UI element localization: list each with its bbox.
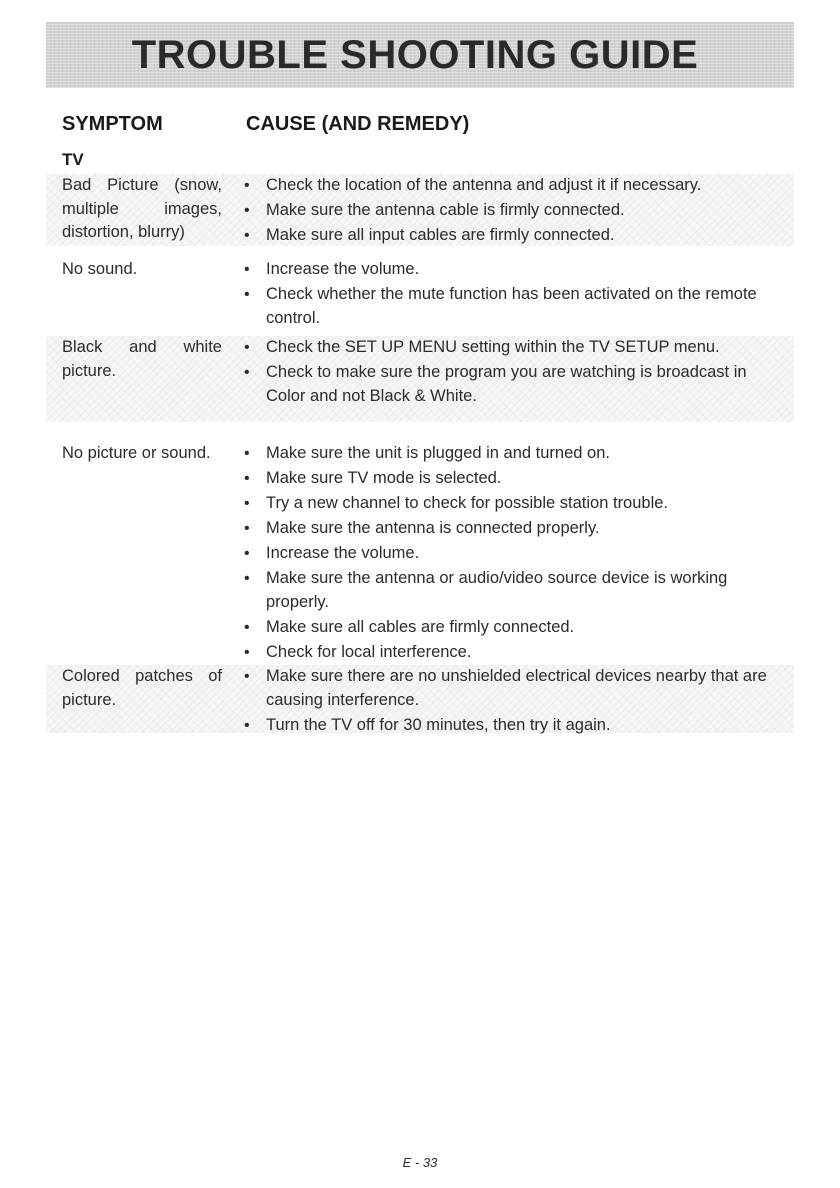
bullet-icon: • [244, 261, 250, 278]
symptom-text: Bad Picture (snow, multiple images, distortion, blurry) [62, 176, 222, 241]
cause-list [242, 258, 787, 332]
cause-item: • Make sure the antenna or audio/video source device is working properly. [244, 569, 728, 611]
cause-item: • Check to make sure the program you are watching is broadcast in Color and not Black & White. [244, 363, 747, 405]
bullet-icon: • [244, 570, 250, 587]
cause-item: • Turn the TV off for 30 minutes, then try it again. [242, 714, 787, 738]
cause-list [242, 174, 787, 249]
cause-item: • Increase the volume. [242, 258, 787, 282]
cause-item: • Make sure all input cables are firmly connected. [242, 224, 787, 248]
cause-item: • Check the SET UP MENU setting within the TV SETUP menu. [242, 336, 787, 360]
page-title: TROUBLE SHOOTING GUIDE [131, 32, 699, 77]
bullet-icon: • [244, 668, 250, 685]
section-label-tv: TV [62, 150, 84, 169]
bullet-icon: • [244, 470, 250, 487]
bullet-icon: • [244, 545, 250, 562]
cause-list [242, 442, 787, 666]
bullet-icon: • [244, 618, 250, 636]
page-number: E - 33 [402, 1155, 438, 1170]
symptom-text: Black and white picture. [62, 338, 222, 380]
symptom-text: No picture or sound. [62, 444, 211, 462]
cause-item: • Check for local interference. [242, 641, 787, 665]
cause-item: • Make sure TV mode is selected. [242, 467, 787, 491]
bullet-icon: • [244, 520, 250, 537]
cause-list [242, 665, 787, 739]
troubleshoot-row-black-white [46, 336, 794, 422]
cause-item: • Make sure the antenna is connected properly. [242, 517, 787, 541]
bullet-icon: • [244, 286, 250, 303]
cause-item: • Check the location of the antenna and adjust it if necessary. [242, 174, 787, 198]
bullet-icon: • [244, 339, 250, 356]
bullet-icon: • [244, 177, 250, 194]
symptom-text: No sound. [62, 260, 138, 278]
bullet-icon: • [244, 643, 250, 661]
cause-item: • Try a new channel to check for possible station trouble. [242, 492, 787, 516]
cause-item: • Make sure the unit is plugged in and turned on. [242, 442, 787, 466]
cause-item: • Make sure the antenna cable is firmly connected. [242, 199, 787, 223]
bullet-icon: • [244, 716, 250, 734]
bullet-icon: • [244, 364, 250, 381]
header-banner [46, 22, 794, 88]
troubleshoot-row-no-picture-sound [46, 442, 794, 661]
bullet-icon: • [244, 202, 250, 219]
symptom-column-header: SYMPTOM [62, 113, 163, 135]
cause-item: • Make sure all cables are firmly connected. [242, 616, 787, 640]
troubleshoot-row-no-sound [46, 258, 794, 328]
bullet-icon: • [244, 495, 250, 512]
bullet-icon: • [244, 445, 250, 462]
symptom-text: Colored patches of picture. [62, 667, 222, 709]
cause-item: • Increase the volume. [242, 542, 787, 566]
troubleshoot-row-bad-picture [46, 174, 794, 246]
cause-item: • Check whether the mute function has been activated on the remote control. [244, 285, 757, 327]
troubleshoot-row-colored-patches [46, 665, 794, 733]
cause-item: • Make sure there are no unshielded electrical devices nearby that are causing interference. [244, 667, 767, 709]
cause-column-header: CAUSE (AND REMEDY) [246, 113, 470, 135]
bullet-icon: • [244, 227, 250, 244]
cause-list [242, 336, 787, 410]
